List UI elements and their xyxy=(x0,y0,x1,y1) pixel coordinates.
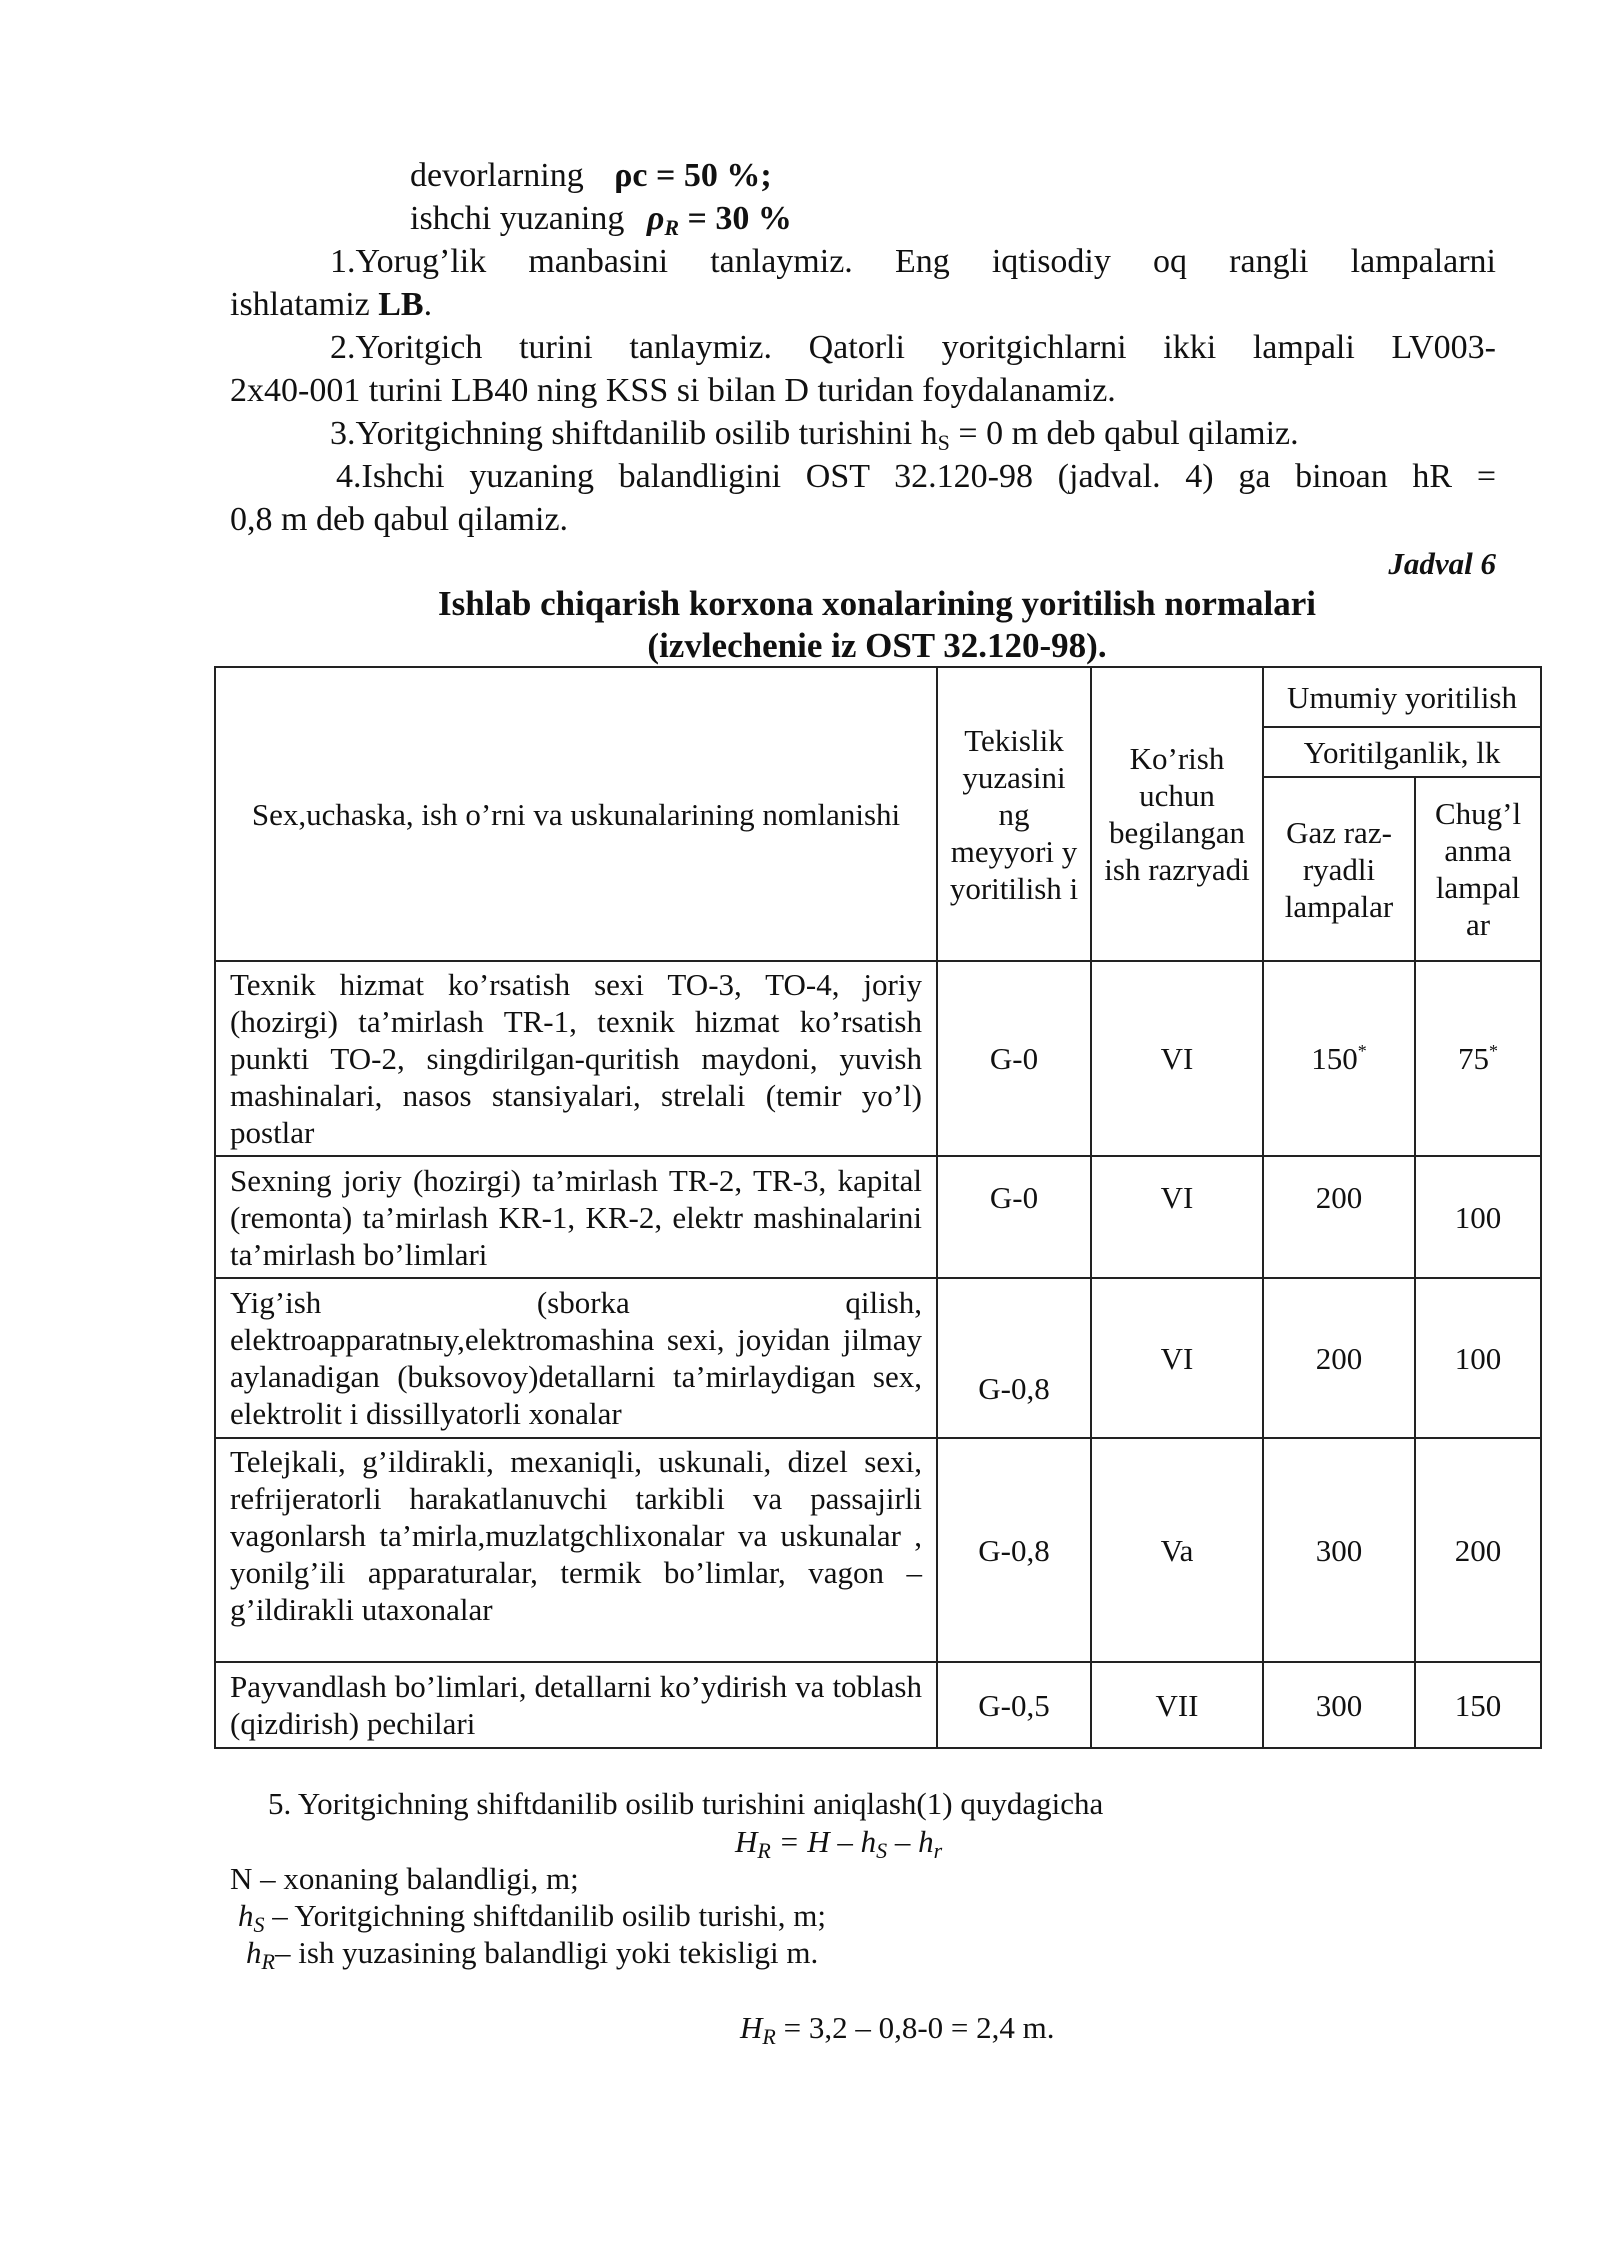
row-incandescent: 200 xyxy=(1415,1438,1541,1662)
row-gas xyxy=(1263,961,1415,1156)
inc-value: 75 xyxy=(1458,1041,1489,1076)
row-name: Texnik hizmat ko’rsatish sexi TO-3, TO-4, joriy (hozirgi) ta’mirlash TR-1, texnik hizmat ko’rsatish punkti TO-2, singdirilgan-quritish maydoni, yuvish mashinalari, nasos stansiyalari, strelali (temir yo’l) postlar xyxy=(215,961,937,1156)
table-row xyxy=(215,1156,1541,1278)
step-4-line-a: 4.Ishchi yuzaning balandligini OST 32.120-98 (jadval. 4) ga binoan hR = xyxy=(336,458,1496,495)
table-title-1: Ishlab chiqarish korxona xonalarining yoritilish normalari xyxy=(437,584,1317,623)
row-name: Sexning joriy (hozirgi) ta’mirlash TR-2, TR-3, kapital (remonta) ta’mirlash KR-1, KR-2, elektr mashinalarini ta’mirlash bo’limlari xyxy=(215,1156,937,1278)
row-norm: G-0,5 xyxy=(937,1662,1091,1748)
hs-definition: – Yoritgichning shiftdanilib osilib turishi, m; xyxy=(264,1898,826,1933)
hr-subscript: R xyxy=(261,1949,275,1974)
row-gas: 200 xyxy=(1263,1156,1415,1278)
result-line xyxy=(740,2006,1340,2049)
step-1-lamp-type: LB xyxy=(378,286,424,323)
row-norm: G-0,8 xyxy=(937,1438,1091,1662)
header-name: Sex,uchaska, ish o’rni va uskunalarining nomlanishi xyxy=(215,667,937,961)
row-norm: G-0,8 xyxy=(937,1278,1091,1438)
hr-definition: – ish yuzasining balandligi yoki tekisligi m. xyxy=(274,1935,819,1970)
surface-value: = 30 % xyxy=(679,200,792,237)
step-3-subscript: S xyxy=(937,430,950,455)
gas-value: 150 xyxy=(1311,1041,1358,1076)
row-gas: 200 xyxy=(1263,1278,1415,1438)
row-name: Payvandlash bo’limlari, detallarni ko’ydirish va toblash (qizdirish) pechilari xyxy=(215,1662,937,1748)
row-name: Yig’ish (sborka qilish, elektroapparatnыy,elektromashina sexi, joyidan jilmay aylanadigan (buksovoy)detallarni ta’mirlaydigan sex, elektrolit i dissillyatorli xonalar xyxy=(215,1278,937,1438)
inc-footnote-mark: * xyxy=(1489,1041,1498,1061)
table-row xyxy=(215,1662,1541,1748)
row-incandescent: 150 xyxy=(1415,1662,1541,1748)
row-name: Telejkali, g’ildirakli, mexaniqli, uskunali, dizel sexi, refrijeratorli harakatlanuvchi tarkibli va passajirli vagonlarsh ta’mirla,muzlatgchlixonalar va uskunalar , yonilg’ili apparaturalar, termik bo’limlar, vagon – g’ildirakli utaxonalar xyxy=(215,1438,937,1662)
step-3-text: 3.Yoritgichning shiftdanilib osilib turishini h xyxy=(330,415,938,452)
row-incandescent xyxy=(1415,961,1541,1156)
header-general-lighting: Umumiy yoritilish xyxy=(1263,667,1541,727)
row-gas: 300 xyxy=(1263,1438,1415,1662)
definition-n: N – xonaning balandligi, m; xyxy=(230,1861,579,1896)
step-1-line-a: 1.Yorug’lik manbasini tanlaymiz. Eng iqtisodiy oq rangli lampalarni xyxy=(330,243,1496,280)
row-category: Va xyxy=(1091,1438,1263,1662)
rho-symbol: ρ xyxy=(646,200,665,237)
table-row xyxy=(215,1438,1541,1662)
definition-hr xyxy=(246,1931,1496,1974)
illumination-norms-table xyxy=(214,666,1542,1749)
row-category: VII xyxy=(1091,1662,1263,1748)
gas-footnote-mark: * xyxy=(1357,1041,1367,1061)
result-subscript: R xyxy=(762,2024,776,2049)
header-incandescent-lamps: Chug’l anma lampal ar xyxy=(1415,777,1541,961)
hr-symbol: h xyxy=(246,1935,262,1970)
walls-label: devorlarning xyxy=(410,157,584,194)
walls-value: ρc = 50 %; xyxy=(614,157,772,194)
hs-subscript: S xyxy=(253,1912,265,1937)
hs-symbol: h xyxy=(238,1898,254,1933)
row-category: VI xyxy=(1091,961,1263,1156)
step-2-line-a: 2.Yoritgich turini tanlaymiz. Qatorli yoritgichlarni ikki lampali LV003- xyxy=(330,329,1496,366)
table-row xyxy=(215,961,1541,1156)
row-gas: 300 xyxy=(1263,1662,1415,1748)
table-header-row-1 xyxy=(215,667,1541,727)
header-norm: Tekislik yuzasini ng meyyori y yoritilish i xyxy=(937,667,1091,961)
row-norm: G-0 xyxy=(937,1156,1091,1278)
step-3-value: = 0 m deb qabul qilamiz. xyxy=(949,415,1299,452)
formula-line: $H_R = H - h_S - h_r$ xyxy=(735,1824,943,1863)
header-category: Ko’rish uchun begilangan ish razryadi xyxy=(1091,667,1263,961)
reflection-surface-line xyxy=(410,197,1510,240)
row-incandescent: 100 xyxy=(1415,1278,1541,1438)
row-incandescent: 100 xyxy=(1415,1156,1541,1278)
row-category: VI xyxy=(1091,1278,1263,1438)
step-1-text: ishlatamiz xyxy=(230,286,370,323)
result-symbol: H xyxy=(740,2010,763,2045)
row-norm: G-0 xyxy=(937,961,1091,1156)
step-3-line xyxy=(330,412,1496,455)
rho-subscript: R xyxy=(664,215,680,240)
table-title-2: (izvlechenie iz OST 32.120-98). xyxy=(647,626,1107,665)
result-value: = 3,2 – 0,8-0 = 2,4 m. xyxy=(775,2010,1055,2045)
step-2-line-b: 2x40-001 turini LB40 ning KSS si bilan D turidan foydalanamiz. xyxy=(230,372,1116,409)
step-1-line-b xyxy=(230,283,1496,326)
row-category: VI xyxy=(1091,1156,1263,1278)
reflection-walls-line xyxy=(410,154,1510,197)
header-illuminance: Yoritilganlik, lk xyxy=(1263,727,1541,777)
step-1-end: . xyxy=(423,286,433,323)
surface-label: ishchi yuzaning xyxy=(410,200,625,237)
step-5-line: 5. Yoritgichning shiftdanilib osilib turishini aniqlash(1) quydagicha xyxy=(268,1786,1104,1821)
table-label: Jadval 6 xyxy=(1388,546,1496,581)
header-gas-lamps: Gaz raz-ryadli lampalar xyxy=(1263,777,1415,961)
table-row xyxy=(215,1278,1541,1438)
step-4-line-b: 0,8 m deb qabul qilamiz. xyxy=(230,501,569,538)
